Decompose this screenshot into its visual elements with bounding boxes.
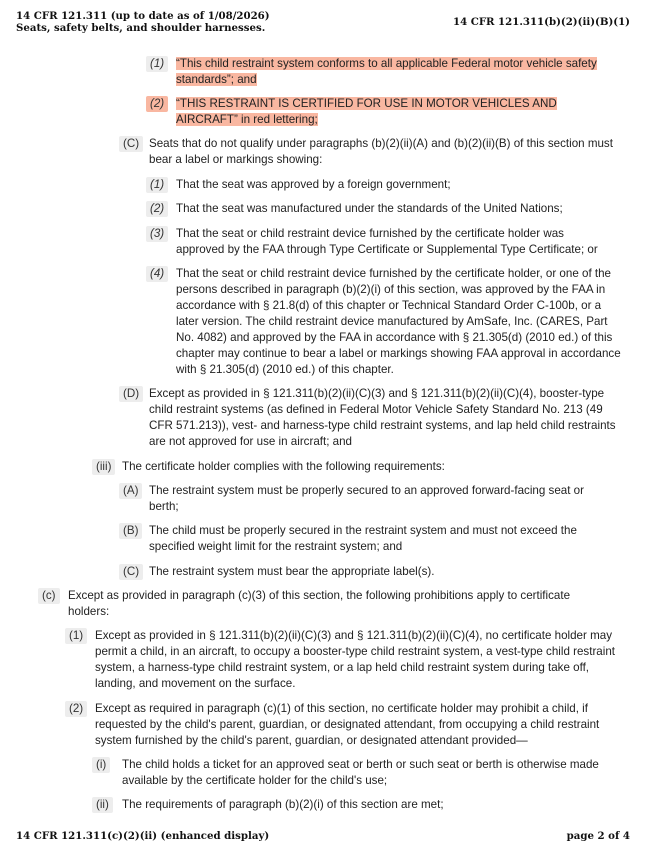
paragraph-b-2-ii-C-1 — [146, 177, 614, 193]
paragraph-label: (2) — [65, 701, 87, 717]
paragraph-label: (1) — [146, 56, 168, 72]
paragraph-text: That the seat was approved by a foreign government; — [176, 178, 451, 191]
paragraph-c-2-ii — [92, 797, 618, 813]
paragraph-label: (2) — [146, 201, 168, 217]
paragraph-label: (D) — [119, 386, 143, 402]
paragraph-label: (3) — [146, 226, 168, 242]
paragraph-text: That the seat was manufactured under the standards of the United Nations; — [176, 202, 563, 215]
paragraph-b-2-ii-B-2 — [146, 96, 614, 128]
paragraph-text — [176, 56, 614, 88]
paragraph-label: (1) — [146, 177, 168, 193]
paragraph-label: (A) — [119, 483, 142, 499]
paragraph-c-2-i — [92, 757, 618, 789]
section-reference: 14 CFR 121.311(b)(2)(ii)(B)(1) — [452, 16, 630, 28]
paragraph-text: Seats that do not qualify under paragraphs (b)(2)(ii)(A) and (b)(2)(ii)(B) of this section must bear a label or markings showing: — [149, 137, 613, 166]
paragraph-c — [38, 588, 614, 620]
highlighted-text: “THIS RESTRAINT IS CERTIFIED FOR USE IN MOTOR VEHICLES AND AIRCRAFT” in red lettering; — [176, 97, 557, 126]
paragraph-label: (i) — [92, 757, 110, 773]
page-header — [16, 10, 630, 42]
paragraph-label: (4) — [146, 266, 168, 282]
paragraph-text: Except as required in paragraph (c)(1) of this section, no certificate holder may prohibit a child, if requested by the child's parent, guardian, or designated attendant, from occupying a child restraint system furnished by the child's parent, guardian, or designated attendant provided— — [95, 702, 600, 747]
paragraph-b-2-ii-C — [119, 136, 614, 168]
paragraph-b-2-ii-D — [119, 386, 627, 450]
paragraph-text: The restraint system must bear the appropriate label(s). — [149, 565, 435, 578]
paragraph-text: Except as provided in § 121.311(b)(2)(ii)(C)(3) and § 121.311(b)(2)(ii)(C)(4), booster-type child restraint systems (as defined in Federal Motor Vehicle Safety Standard No. 213 (49 CFR 571.213)), vest- and harness-type child restraint systems, and lap held child restraints are not approved for use in aircraft; and — [149, 387, 616, 448]
paragraph-label: (c) — [38, 588, 60, 604]
paragraph-label: (ii) — [92, 797, 113, 813]
paragraph-text — [176, 96, 614, 128]
paragraph-b-2-ii-C-2 — [146, 201, 614, 217]
paragraph-text: Except as provided in paragraph (c)(3) of this section, the following prohibitions apply to certificate holders: — [68, 589, 571, 618]
paragraph-text: The restraint system must be properly secured to an approved forward-facing seat or berth; — [149, 484, 584, 513]
paragraph-label: (2) — [146, 96, 168, 112]
paragraph-label: (iii) — [92, 459, 115, 475]
paragraph-text: The requirements of paragraph (b)(2)(i) of this section are met; — [122, 798, 444, 811]
paragraph-text: The child must be properly secured in the restraint system and must not exceed the specified weight limit for the restraint system; and — [149, 524, 577, 553]
paragraph-b-2-iii-B — [119, 523, 614, 555]
paragraph-text: The child holds a ticket for an approved seat or berth or such seat or berth is otherwise made available by the certificate holder for the child's use; — [122, 758, 599, 787]
paragraph-text: Except as provided in § 121.311(b)(2)(ii)(C)(3) and § 121.311(b)(2)(ii)(C)(4), no certificate holder may permit a child, in an aircraft, to occupy a booster-type child restraint system, a vest-type child restraint system, a harness-type child restraint system, or a lap held child restraint system during take off, landing, and movement on the surface. — [95, 629, 616, 690]
paragraph-b-2-ii-C-3 — [146, 226, 614, 258]
paragraph-label: (B) — [119, 523, 142, 539]
paragraph-text: The certificate holder complies with the following requirements: — [122, 460, 445, 473]
highlighted-text: “This child restraint system conforms to all applicable Federal motor vehicle safety standards”; and — [176, 57, 597, 86]
paragraph-label: (C) — [119, 136, 143, 152]
paragraph-c-2 — [65, 701, 617, 749]
page-footer — [16, 830, 630, 842]
paragraph-b-2-iii-A — [119, 483, 614, 515]
page-number: page 2 of 4 — [566, 830, 630, 842]
header-left — [16, 10, 270, 34]
paragraph-text: That the seat or child restraint device furnished by the certificate holder, or one of the persons described in paragraph (b)(2)(i) of this section, was approved by the FAA in accordance with § 21.8(d) of this chapter or Technical Standard Order C-100b, or a later version. The child restraint device manufactured by AmSafe, Inc. (CARES, Part No. 4082) and approved by the FAA in accordance with § 21.305(d) (2010 ed.) of this chapter may continue to bear a label or markings showing FAA approval in accordance with § 21.305(d) (2010 ed.) of this chapter. — [176, 267, 621, 376]
paragraph-b-2-iii — [92, 459, 622, 475]
cfr-title: 14 CFR 121.311 (up to date as of 1/08/2026) — [16, 10, 270, 22]
paragraph-b-2-iii-C — [119, 564, 614, 580]
paragraph-c-1 — [65, 628, 621, 692]
paragraph-b-2-ii-B-1 — [146, 56, 614, 88]
paragraph-label: (1) — [65, 628, 87, 644]
paragraph-label: (C) — [119, 564, 143, 580]
footer-display-reference: 14 CFR 121.311(c)(2)(ii) (enhanced display) — [16, 830, 270, 842]
paragraph-b-2-ii-C-4 — [146, 266, 622, 378]
section-subtitle: Seats, safety belts, and shoulder harnesses. — [16, 22, 266, 34]
paragraph-text: That the seat or child restraint device furnished by the certificate holder was approved by the FAA through Type Certificate or Supplemental Type Certificate; or — [176, 227, 598, 256]
